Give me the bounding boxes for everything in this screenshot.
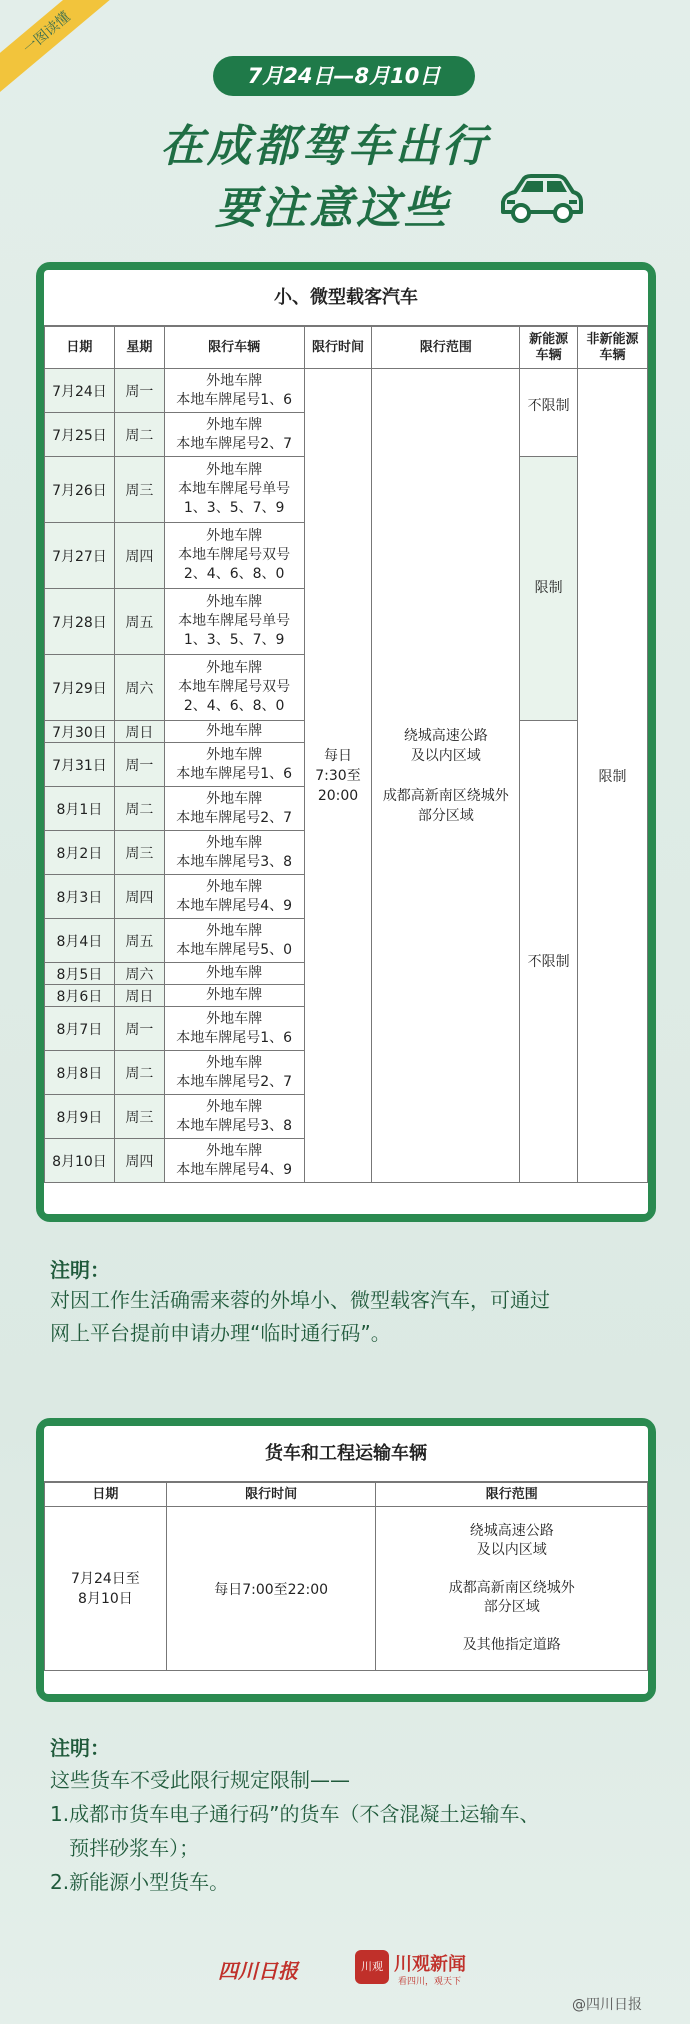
car-day-cell: 周二 — [114, 413, 164, 457]
car-plate-cell: 外地车牌 本地车牌尾号2、7 — [164, 413, 304, 457]
car-header-date: 日期 — [45, 327, 115, 369]
car-header-ev: 新能源 车辆 — [520, 327, 578, 369]
car-scope-cell: 绕城高速公路 及以内区域 成都高新南区绕城外 部分区域 — [372, 369, 520, 1183]
car-date-cell: 8月6日 — [45, 985, 115, 1007]
car-day-cell: 周一 — [114, 743, 164, 787]
car-plate-cell: 外地车牌 本地车牌尾号1、6 — [164, 743, 304, 787]
car-date-cell: 8月10日 — [45, 1139, 115, 1183]
car-date-cell: 8月1日 — [45, 787, 115, 831]
ev-status-cell: 不限制 — [520, 369, 578, 457]
car-plate-cell: 外地车牌 本地车牌尾号双号 2、4、6、8、0 — [164, 655, 304, 721]
car-date-cell: 8月8日 — [45, 1051, 115, 1095]
truck-restriction-table — [44, 1482, 648, 1671]
note1-text: 对因工作生活确需来蓉的外埠小、微型载客汽车，可通过 网上平台提前申请办理“临时通行码”。 — [50, 1288, 550, 1345]
car-day-cell: 周一 — [114, 369, 164, 413]
car-restriction-table — [44, 326, 648, 1183]
car-header-day: 星期 — [114, 327, 164, 369]
page-title-line2: 要注意这些 — [215, 183, 450, 234]
car-icon — [495, 168, 585, 228]
car-table-title: 小、微型载客汽车 — [44, 270, 648, 326]
chuanguan-slogan: 看四川，观天下 — [398, 1977, 462, 1987]
car-day-cell: 周四 — [114, 875, 164, 919]
car-day-cell: 周四 — [114, 1139, 164, 1183]
car-date-cell: 7月31日 — [45, 743, 115, 787]
note2-line-2: 1.成都市货车电子通行码”的货车（不含混凝土运输车、 — [50, 1802, 540, 1826]
car-date-cell: 8月2日 — [45, 831, 115, 875]
ev-status-cell: 不限制 — [520, 721, 578, 1183]
car-date-cell: 8月7日 — [45, 1007, 115, 1051]
car-date-cell: 7月24日 — [45, 369, 115, 413]
car-date-cell: 7月27日 — [45, 523, 115, 589]
car-plate-cell: 外地车牌 本地车牌尾号5、0 — [164, 919, 304, 963]
car-day-cell: 周三 — [114, 457, 164, 523]
car-plate-cell: 外地车牌 本地车牌尾号单号 1、3、5、7、9 — [164, 589, 304, 655]
car-plate-cell: 外地车牌 — [164, 985, 304, 1007]
car-day-cell: 周六 — [114, 963, 164, 985]
truck-table-title: 货车和工程运输车辆 — [44, 1426, 648, 1482]
car-day-cell: 周一 — [114, 1007, 164, 1051]
truck-header-time: 限行时间 — [166, 1483, 376, 1507]
note1-title: 注明： — [50, 1258, 110, 1282]
car-date-cell: 8月9日 — [45, 1095, 115, 1139]
truck-restriction-card — [36, 1418, 656, 1702]
car-date-cell: 7月25日 — [45, 413, 115, 457]
car-date-cell: 8月3日 — [45, 875, 115, 919]
truck-header-date: 日期 — [45, 1483, 167, 1507]
car-plate-cell: 外地车牌 本地车牌尾号1、6 — [164, 1007, 304, 1051]
weibo-watermark: @四川日报 — [572, 1997, 642, 2013]
car-date-cell: 7月29日 — [45, 655, 115, 721]
car-plate-cell: 外地车牌 本地车牌尾号2、7 — [164, 1051, 304, 1095]
note2-title: 注明： — [50, 1736, 110, 1760]
car-day-cell: 周日 — [114, 721, 164, 743]
chuanguan-logo: 川观新闻 — [394, 1954, 466, 1975]
note2-line-4: 2.新能源小型货车。 — [50, 1870, 230, 1894]
car-day-cell: 周日 — [114, 985, 164, 1007]
car-header-scope: 限行范围 — [372, 327, 520, 369]
corner-ribbon: 一图读懂 — [0, 0, 122, 99]
car-day-cell: 周二 — [114, 787, 164, 831]
car-plate-cell: 外地车牌 本地车牌尾号3、8 — [164, 1095, 304, 1139]
car-time-cell: 每日 7:30至 20:00 — [304, 369, 372, 1183]
car-date-cell: 7月30日 — [45, 721, 115, 743]
car-restriction-card — [36, 262, 656, 1222]
car-plate-cell: 外地车牌 — [164, 721, 304, 743]
car-date-cell: 7月26日 — [45, 457, 115, 523]
car-day-cell: 周三 — [114, 1095, 164, 1139]
car-date-cell: 8月5日 — [45, 963, 115, 985]
non-ev-status-cell: 限制 — [578, 369, 648, 1183]
car-day-cell: 周五 — [114, 919, 164, 963]
table-row — [45, 369, 648, 413]
car-plate-cell: 外地车牌 — [164, 963, 304, 985]
car-day-cell: 周六 — [114, 655, 164, 721]
car-day-cell: 周四 — [114, 523, 164, 589]
note2-line-1: 这些货车不受此限行规定限制—— — [50, 1768, 350, 1792]
car-day-cell: 周二 — [114, 1051, 164, 1095]
car-plate-cell: 外地车牌 本地车牌尾号双号 2、4、6、8、0 — [164, 523, 304, 589]
date-range-pill: 7月24日—8月10日 — [213, 56, 475, 96]
car-plate-cell: 外地车牌 本地车牌尾号4、9 — [164, 1139, 304, 1183]
car-header-time: 限行时间 — [304, 327, 372, 369]
truck-date-cell: 7月24日至 8月10日 — [45, 1507, 167, 1671]
ev-status-cell: 限制 — [520, 457, 578, 721]
car-plate-cell: 外地车牌 本地车牌尾号1、6 — [164, 369, 304, 413]
car-date-cell: 8月4日 — [45, 919, 115, 963]
car-date-cell: 7月28日 — [45, 589, 115, 655]
truck-scope-cell: 绕城高速公路 及以内区域 成都高新南区绕城外 部分区域 及其他指定道路 — [376, 1507, 648, 1671]
car-day-cell: 周三 — [114, 831, 164, 875]
sichuan-daily-logo: 四川日报 — [218, 1959, 298, 1983]
truck-header-scope: 限行范围 — [376, 1483, 648, 1507]
car-header-plate: 限行车辆 — [164, 327, 304, 369]
car-plate-cell: 外地车牌 本地车牌尾号2、7 — [164, 787, 304, 831]
car-header-non-ev: 非新能源 车辆 — [578, 327, 648, 369]
car-plate-cell: 外地车牌 本地车牌尾号4、9 — [164, 875, 304, 919]
note2-line-3: 预拌砂浆车）； — [50, 1836, 200, 1860]
truck-time-cell: 每日7:00至22:00 — [166, 1507, 376, 1671]
chuanguan-badge: 川观 — [355, 1950, 389, 1984]
car-plate-cell: 外地车牌 本地车牌尾号单号 1、3、5、7、9 — [164, 457, 304, 523]
page-title-line1: 在成都驾车出行 — [160, 121, 489, 172]
car-plate-cell: 外地车牌 本地车牌尾号3、8 — [164, 831, 304, 875]
car-day-cell: 周五 — [114, 589, 164, 655]
